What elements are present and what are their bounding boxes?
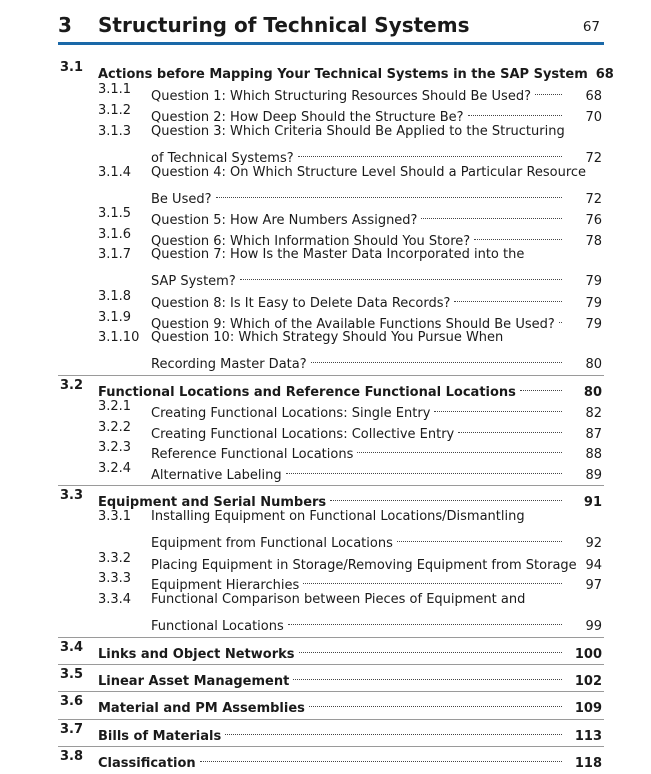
toc-page-number: 68 <box>595 67 614 82</box>
toc-page-number: 113 <box>574 729 602 744</box>
dot-leader <box>311 348 562 368</box>
toc-entry-title: Equipment and Serial Numbers <box>98 495 327 510</box>
toc-page-number: 109 <box>574 701 602 716</box>
toc-entry-number: 3.7 <box>60 722 84 737</box>
toc-entry-number: 3.6 <box>60 694 84 709</box>
toc-page-number: 92 <box>585 536 602 551</box>
toc-page-number: 94 <box>585 558 602 573</box>
toc-entry-title: Question 8: Is It Easy to Delete Data Records? <box>151 296 451 311</box>
toc-entry-title: Recording Master Data? <box>151 357 307 372</box>
toc-entry-number: 3.8 <box>60 749 84 764</box>
toc-page-number: 72 <box>585 192 602 207</box>
toc-page-number: 72 <box>585 151 602 166</box>
dot-leader <box>468 101 562 121</box>
toc-entry-title: Question 5: How Are Numbers Assigned? <box>151 213 418 228</box>
dot-leader <box>293 665 562 685</box>
toc-entry-title: Equipment from Functional Locations <box>151 536 393 551</box>
toc-entry-number: 3.3 <box>60 488 84 503</box>
chapter-rule <box>58 42 604 45</box>
chapter-title: Structuring of Technical Systems <box>98 13 470 37</box>
toc-entry-number: 3.1 <box>60 60 84 75</box>
dot-leader <box>286 459 562 479</box>
toc-page-number: 79 <box>585 317 602 332</box>
toc-entry-number: 3.1.9 <box>98 310 132 325</box>
toc-entry-title: Linear Asset Management <box>98 674 290 689</box>
toc-entry-number: 3.1.3 <box>98 124 132 139</box>
toc-page-number: 102 <box>574 674 602 689</box>
toc-entry-title: Question 1: Which Structuring Resources Should Be Used? <box>151 89 531 104</box>
toc-entry-number: 3.3.3 <box>98 571 132 586</box>
toc-entry-title: Question 4: On Which Structure Level Should a Particular Resource <box>151 165 587 180</box>
toc-entry-number: 3.2.1 <box>98 399 132 414</box>
toc-page-number: 118 <box>574 756 602 771</box>
toc-page-number: 87 <box>585 427 602 442</box>
toc-entry-title: Question 10: Which Strategy Should You Pursue When <box>151 330 504 345</box>
toc-entry-title: of Technical Systems? <box>151 151 294 166</box>
chapter-page: 67 <box>582 19 600 35</box>
dot-leader <box>200 747 562 767</box>
dot-leader <box>421 204 562 224</box>
dot-leader <box>225 720 562 740</box>
toc-entry-title: Functional Locations and Reference Functional Locations <box>98 385 516 400</box>
toc-page-number: 82 <box>585 406 602 421</box>
toc-entry-title: Alternative Labeling <box>151 468 282 483</box>
toc-entry-title: Creating Functional Locations: Collective Entry <box>151 427 455 442</box>
toc-entry-title: Question 3: Which Criteria Should Be Applied to the Structuring <box>151 124 565 139</box>
dot-leader <box>309 692 562 712</box>
dot-leader <box>303 569 562 589</box>
toc-page-number: 88 <box>585 447 602 462</box>
dot-leader <box>299 638 563 658</box>
toc-entry-title: SAP System? <box>151 274 236 289</box>
dot-leader <box>535 80 562 100</box>
toc-entry-title: Actions before Mapping Your Technical Systems in the SAP System <box>98 67 588 82</box>
dot-leader <box>330 486 562 506</box>
toc-entry-title: Question 7: How Is the Master Data Incorporated into the <box>151 247 525 262</box>
toc-page-number: 76 <box>585 213 602 228</box>
toc-page-number: 80 <box>585 357 602 372</box>
toc-entry-number: 3.3.2 <box>98 551 132 566</box>
toc-entry-title: Question 6: Which Information Should You Store? <box>151 234 471 249</box>
dot-leader <box>216 183 563 203</box>
toc-entry-number: 3.1.8 <box>98 289 132 304</box>
dot-leader <box>240 265 562 285</box>
toc-entry-title: Installing Equipment on Functional Locations/Dismantling <box>151 509 525 524</box>
dot-leader <box>397 527 562 547</box>
toc-entry-title: Question 9: Which of the Available Functions Should Be Used? <box>151 317 555 332</box>
toc-entry-title: Classification <box>98 756 196 771</box>
toc-entry-title: Creating Functional Locations: Single Entry <box>151 406 431 421</box>
toc-entry-title: Links and Object Networks <box>98 647 295 662</box>
toc-entry-number: 3.4 <box>60 640 84 655</box>
toc-entry-number: 3.1.10 <box>98 330 140 345</box>
toc-entry-number: 3.2.3 <box>98 440 132 455</box>
toc-entry-title: Functional Locations <box>151 619 284 634</box>
toc-entry-title: Placing Equipment in Storage/Removing Equipment from Storage <box>151 558 577 573</box>
toc-entry-title: Material and PM Assemblies <box>98 701 305 716</box>
dot-leader <box>357 438 562 458</box>
toc-entry-number: 3.2 <box>60 378 84 393</box>
toc-entry-number: 3.2.2 <box>98 420 132 435</box>
toc-page-number: 97 <box>585 578 602 593</box>
toc-entry-number: 3.1.6 <box>98 227 132 242</box>
toc-page-number: 68 <box>585 89 602 104</box>
chapter-heading <box>58 13 604 43</box>
toc-entry-number: 3.2.4 <box>98 461 132 476</box>
toc-page-number: 79 <box>585 274 602 289</box>
toc-entry-number: 3.3.1 <box>98 509 132 524</box>
toc-entry-title: Reference Functional Locations <box>151 447 354 462</box>
toc-entry-title: Functional Comparison between Pieces of Equipment and <box>151 592 526 607</box>
chapter-number: 3 <box>58 13 72 37</box>
toc-page-number: 91 <box>583 495 602 510</box>
toc-entry-title: Bills of Materials <box>98 729 222 744</box>
dot-leader <box>454 287 562 307</box>
dot-leader <box>288 610 562 630</box>
toc-entry-title: Equipment Hierarchies <box>151 578 300 593</box>
toc-entry-number: 3.1.7 <box>98 247 132 262</box>
toc-page-number: 78 <box>585 234 602 249</box>
dot-leader <box>474 225 562 245</box>
dot-leader <box>559 308 562 328</box>
toc-page-number: 79 <box>585 296 602 311</box>
dot-leader <box>298 142 562 162</box>
toc-entry-number: 3.1.4 <box>98 165 132 180</box>
toc-page-number: 70 <box>585 110 602 125</box>
toc-entry-number: 3.1.2 <box>98 103 132 118</box>
toc-entry-number: 3.1.5 <box>98 206 132 221</box>
dot-leader <box>434 397 562 417</box>
toc-page-number: 100 <box>574 647 602 662</box>
dot-leader <box>458 418 562 438</box>
toc-entry-number: 3.5 <box>60 667 84 682</box>
dot-leader <box>520 376 562 396</box>
toc-entry-title: Be Used? <box>151 192 212 207</box>
toc-page-number: 89 <box>585 468 602 483</box>
toc-page-number: 99 <box>585 619 602 634</box>
toc-entry-title: Question 2: How Deep Should the Structure Be? <box>151 110 464 125</box>
toc-entry-number: 3.3.4 <box>98 592 132 607</box>
toc-page-number: 80 <box>583 385 602 400</box>
toc-entry-number: 3.1.1 <box>98 82 132 97</box>
